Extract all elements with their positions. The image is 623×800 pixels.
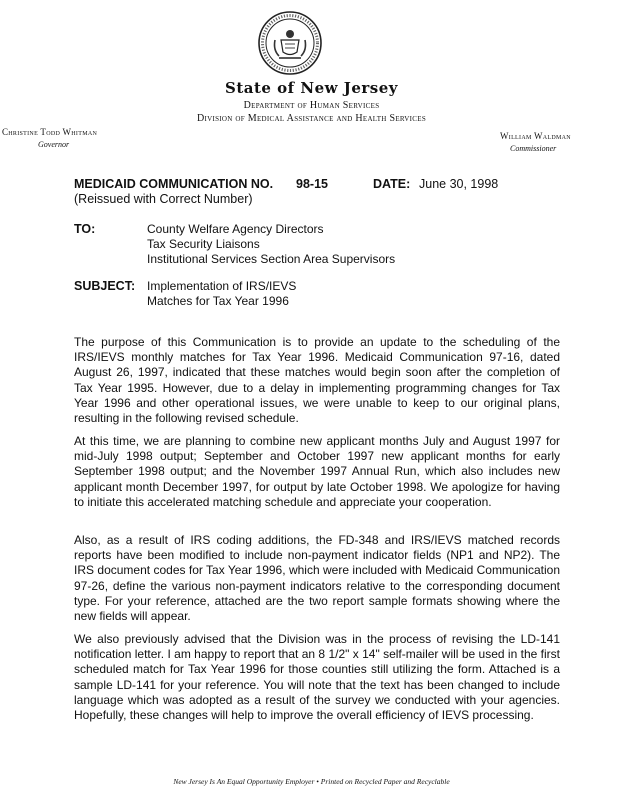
reissue-note: (Reissued with Correct Number) xyxy=(74,192,253,206)
governor-title: Governor xyxy=(38,140,70,149)
body-paragraph: The purpose of this Communication is to provide an update to the scheduling of the IRS/IEVS monthly matches for Tax Year 1996. Medicaid Communication 97-16, dated August 26, 1997, indicated that these matches would begin soon after the completion of Tax Year 1995. However, due to a delay in implementing programming changes for Tax Year 1996 and other operational issues, we were unable to keep to our original plans, resulting in the following revised schedule. xyxy=(74,335,560,426)
communication-label: MEDICAID COMMUNICATION NO. xyxy=(74,177,274,191)
communication-number: 98-15 xyxy=(296,177,328,191)
recipient-line: Tax Security Liaisons xyxy=(147,237,260,251)
subject-label: SUBJECT: xyxy=(74,279,136,293)
body-paragraph: At this time, we are planning to combine new applicant months July and August 1997 for mid-July 1998 output; September and October 1997 new applicant months for early September 1998 output; and the November 1997 Annual Run, which also includes new applicant month December 1997, for output by late October 1998. We apologize for having to initiate this accelerated matching schedule and appreciate your cooperation. xyxy=(74,434,560,509)
footer-note: New Jersey Is An Equal Opportunity Employer • Printed on Recycled Paper and Recyclable xyxy=(173,777,450,786)
body-paragraph: We also previously advised that the Division was in the process of revising the LD-141 notification letter. I am happy to report that an 8 1/2" x 14" self-mailer will be used in the first scheduled match for Tax Year 1996 for those counties still utilizing the form. Attached is a sample LD-141 for your reference. You will note that the text has been changed to include language which was adopted as a result of the survey we conducted with your agencies. Hopefully, these changes will help to improve the overall efficiency of IEVS processing. xyxy=(74,632,560,723)
commissioner-name: William Waldman xyxy=(500,131,571,141)
governor-name: Christine Todd Whitman xyxy=(2,127,98,137)
state-seal-logo xyxy=(257,10,323,76)
to-label: TO: xyxy=(74,222,96,236)
recipient-line: Institutional Services Section Area Supervisors xyxy=(147,252,396,266)
division-name: Division of Medical Assistance and Health Services xyxy=(196,113,427,124)
state-title: State of New Jersey xyxy=(225,79,398,97)
commissioner-title: Commissioner xyxy=(510,144,557,153)
subject-line: Matches for Tax Year 1996 xyxy=(147,294,289,308)
recipient-line: County Welfare Agency Directors xyxy=(147,222,324,236)
department-name: Department of Human Services xyxy=(243,100,380,111)
date-value: June 30, 1998 xyxy=(419,177,499,191)
subject-line: Implementation of IRS/IEVS xyxy=(147,279,297,293)
body-paragraph: Also, as a result of IRS coding additions, the FD-348 and IRS/IEVS matched records reports have been modified to include non-payment indicator fields (NP1 and NP2). The IRS document codes for Tax Year 1996, which were included with Medicaid Communication 97-26, define the various non-payment indicators relative to the corresponding document type. For your reference, attached are the two report sample formats showing where the new fields will appear. xyxy=(74,533,560,624)
date-label: DATE: xyxy=(373,177,411,191)
